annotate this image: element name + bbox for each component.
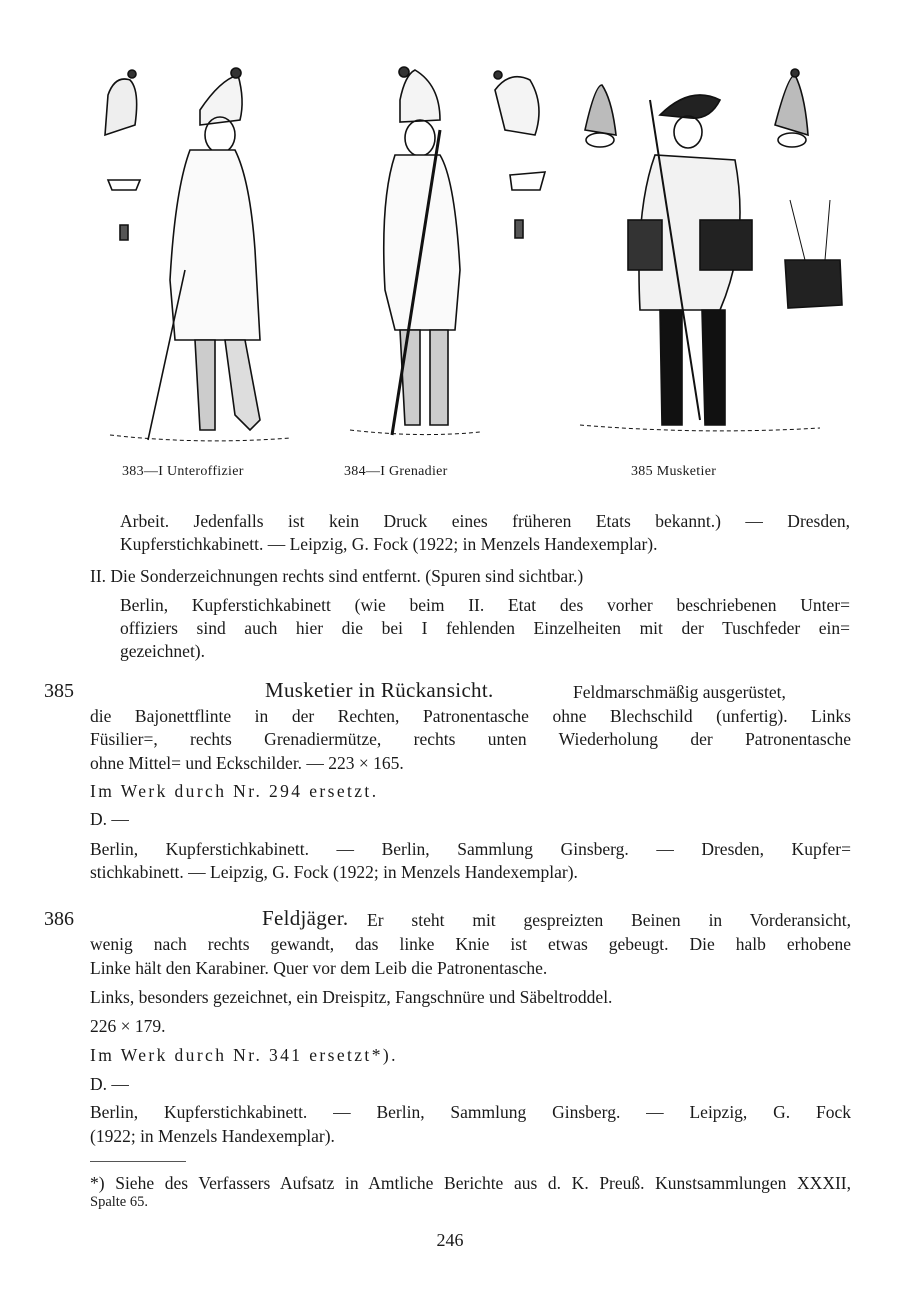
entry-385-d: D. — (90, 809, 129, 829)
grenadier-figure (350, 67, 545, 435)
soldier-illustrations (0, 40, 900, 460)
entry-385-line-8: stichkabinett. — Leipzig, G. Fock (1922; in Menzels Handexemplar). (90, 862, 578, 882)
entry-386-line-9: (1922; in Menzels Handexemplar). (90, 1126, 335, 1146)
entry-number-385: 385 (44, 680, 74, 702)
entry-386-line-3: Linke hält den Karabiner. Quer vor dem Leib die Patronentasche. (90, 958, 548, 978)
entry-385-line-2: die Bajonettflinte in der Rechten, Patronentasche ohne Blechschild (unfertig). Links (90, 706, 851, 726)
unteroffizier-figure (105, 68, 290, 441)
page-number: 246 (436, 1230, 464, 1250)
footnote-rule (90, 1161, 186, 1162)
entry-386-line-2: wenig nach rechts gewandt, das linke Knie ist etwas gebeugt. Die halb erhobene (90, 934, 851, 954)
entry-title-385: Musketier in Rückansicht. (265, 678, 494, 702)
intro-line-3: II. Die Sonderzeichnungen rechts sind entfernt. (Spuren sind sichtbar.) (90, 566, 584, 586)
entry-385-line-3: Füsilier=, rechts Grenadiermütze, rechts unten Wiederholung der Patronentasche (90, 729, 851, 749)
entry-386-werk: Im Werk durch Nr. 341 ersetzt*). (90, 1045, 398, 1065)
musketier-figure (580, 69, 842, 431)
entry-386-line-8: Berlin, Kupferstichkabinett. — Berlin, Sammlung Ginsberg. — Leipzig, G. Fock (90, 1102, 851, 1122)
entry-385-line-4: ohne Mittel= und Eckschilder. — 223 × 165. (90, 753, 404, 773)
intro-line-4: Berlin, Kupferstichkabinett (wie beim II. Etat des vorher beschriebenen Unter= (120, 595, 850, 615)
footnote-line-2: Spalte 65. (90, 1194, 148, 1210)
intro-line-2: Kupferstichkabinett. — Leipzig, G. Fock (1922; in Menzels Handexemplar). (120, 534, 658, 554)
caption-383: 383—I Unteroffizier (122, 464, 244, 479)
entry-386-line-4: Links, besonders gezeichnet, ein Dreispitz, Fangschnüre und Säbeltroddel. (90, 987, 613, 1007)
intro-line-1: Arbeit. Jedenfalls ist kein Druck eines früheren Etats bekannt.) — Dresden, (120, 511, 850, 531)
intro-line-5: offiziers sind auch hier die bei I fehlenden Einzelheiten mit der Tuschfeder ein= (120, 618, 850, 638)
entry-385-line-1: Feldmarschmäßig ausgerüstet, (573, 682, 786, 702)
intro-line-6: gezeichnet). (120, 641, 206, 661)
entry-385-line-7: Berlin, Kupferstichkabinett. — Berlin, Sammlung Ginsberg. — Dresden, Kupfer= (90, 839, 851, 859)
footnote-line-1: *) Siehe des Verfassers Aufsatz in Amtliche Berichte aus d. K. Preuß. Kunstsammlungen XXXII, (90, 1173, 851, 1193)
entry-386-line-1: Er steht mit gespreizten Beinen in Vorderansicht, (367, 910, 851, 930)
entry-386-line-5: 226 × 179. (90, 1016, 166, 1036)
entry-385-werk: Im Werk durch Nr. 294 ersetzt. (90, 781, 379, 801)
caption-384: 384—I Grenadier (344, 464, 448, 479)
entry-386-d: D. — (90, 1074, 129, 1094)
entry-number-386: 386 (44, 908, 74, 930)
caption-385: 385 Musketier (631, 464, 717, 479)
entry-title-386: Feldjäger. (262, 906, 349, 930)
